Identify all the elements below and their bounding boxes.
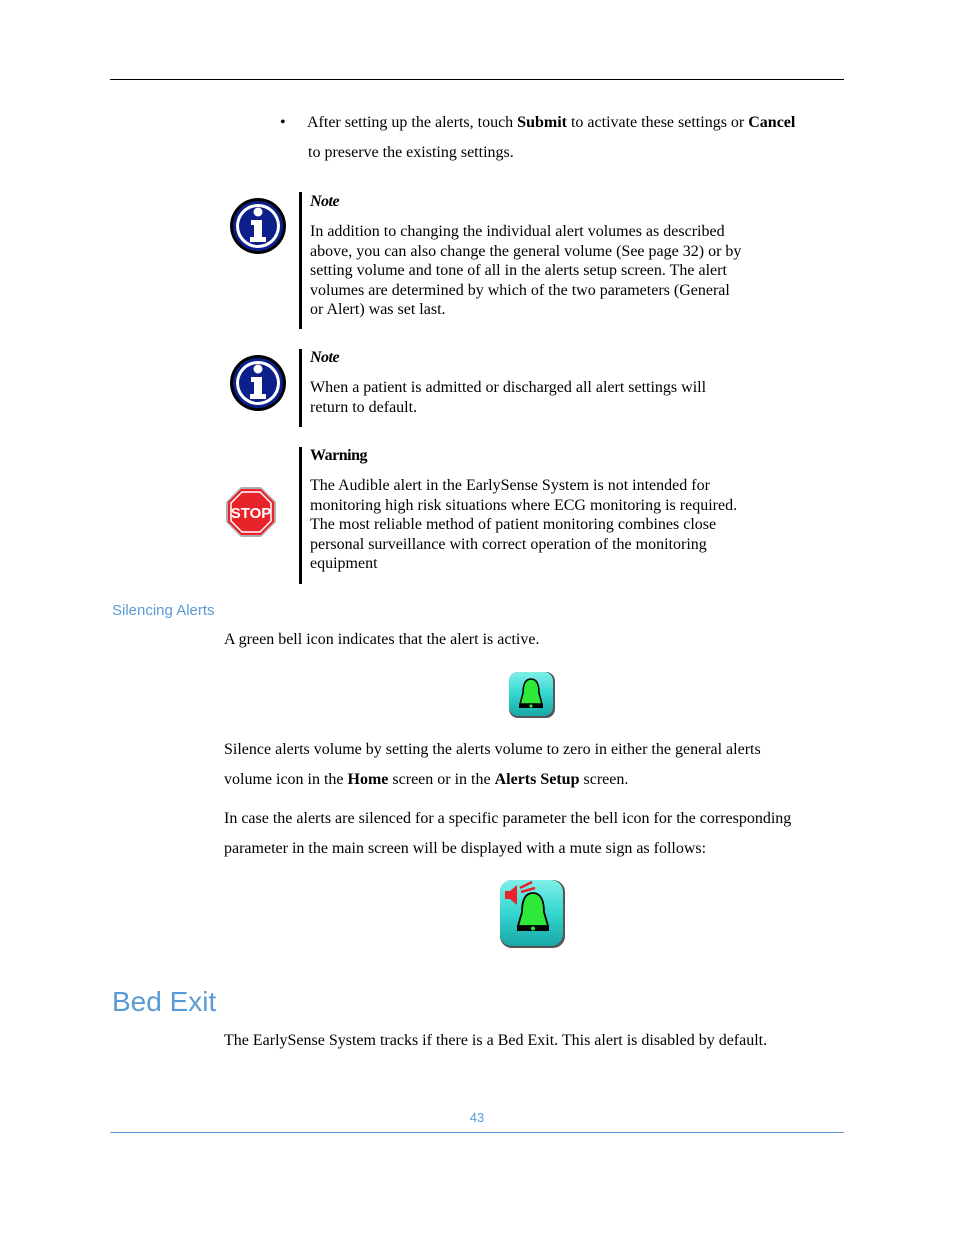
info-icon	[229, 197, 287, 255]
muted-bell-icon	[499, 879, 566, 949]
note-bar	[299, 349, 302, 427]
alerts-setup-term: Alerts Setup	[494, 771, 580, 788]
paragraph	[224, 735, 844, 795]
cancel-term: Cancel	[748, 114, 796, 131]
submit-term: Submit	[517, 114, 567, 131]
paragraph-line: parameter in the main screen will be displayed with a mute sign as follows:	[224, 840, 707, 857]
header-rule	[110, 79, 844, 80]
paragraph-line: In case the alerts are silenced for a specific parameter the bell icon for the corresponding	[224, 810, 792, 827]
note-title: Note	[310, 349, 340, 366]
note-text	[310, 378, 780, 417]
warning-text	[310, 476, 780, 574]
info-icon	[229, 354, 287, 412]
text-run: screen or in the	[388, 771, 495, 788]
paragraph: A green bell icon indicates that the alert is active.	[224, 631, 540, 648]
paragraph-line: Silence alerts volume by setting the alerts volume to zero in either the general alerts	[224, 741, 761, 758]
paragraph-line	[224, 765, 844, 795]
text-run: volume icon in the	[224, 771, 348, 788]
text-run: screen.	[579, 771, 629, 788]
note-line: volumes are determined by which of the two parameters (General	[310, 281, 730, 299]
note-line: or Alert) was set last.	[310, 301, 446, 319]
paragraph	[224, 804, 844, 864]
section-heading-bed-exit: Bed Exit	[112, 986, 217, 1017]
bell-icon	[508, 671, 556, 719]
warning-line: The most reliable method of patient monitoring combines close	[310, 516, 717, 534]
warning-title: Warning	[310, 447, 367, 464]
note-title: Note	[310, 193, 340, 210]
bullet-dot: •	[280, 114, 286, 131]
stop-icon-text: STOP	[230, 505, 272, 522]
bullet-text-mid: to activate these settings or	[566, 114, 749, 131]
bullet-item	[280, 113, 840, 133]
stop-icon	[225, 486, 277, 538]
bullet-text: After setting up the alerts, touch	[307, 114, 518, 131]
note-line: setting volume and tone of all in the alerts setup screen. The alert	[310, 262, 727, 280]
home-term: Home	[347, 771, 389, 788]
note-line: When a patient is admitted or discharged all alert settings will	[310, 379, 707, 396]
warning-line: The Audible alert in the EarlySense System is not intended for	[310, 477, 710, 494]
page-number: 43	[469, 1110, 485, 1125]
warning-bar	[299, 447, 302, 584]
warning-line: monitoring high risk situations where ECG monitoring is required.	[310, 496, 738, 514]
note-line: above, you can also change the general volume (See page 32) or by	[310, 242, 742, 260]
footer-rule	[110, 1132, 844, 1133]
note-line: return to default.	[310, 398, 418, 416]
paragraph: The EarlySense System tracks if there is a Bed Exit. This alert is disabled by default.	[224, 1032, 768, 1049]
note-line: In addition to changing the individual alert volumes as described	[310, 223, 725, 240]
warning-line: equipment	[310, 555, 378, 573]
bullet-continuation: to preserve the existing settings.	[308, 144, 514, 161]
section-heading-silencing: Silencing Alerts	[112, 602, 215, 619]
warning-line: personal surveillance with correct operation of the monitoring	[310, 535, 707, 553]
note-bar	[299, 192, 302, 329]
note-text	[310, 222, 780, 320]
